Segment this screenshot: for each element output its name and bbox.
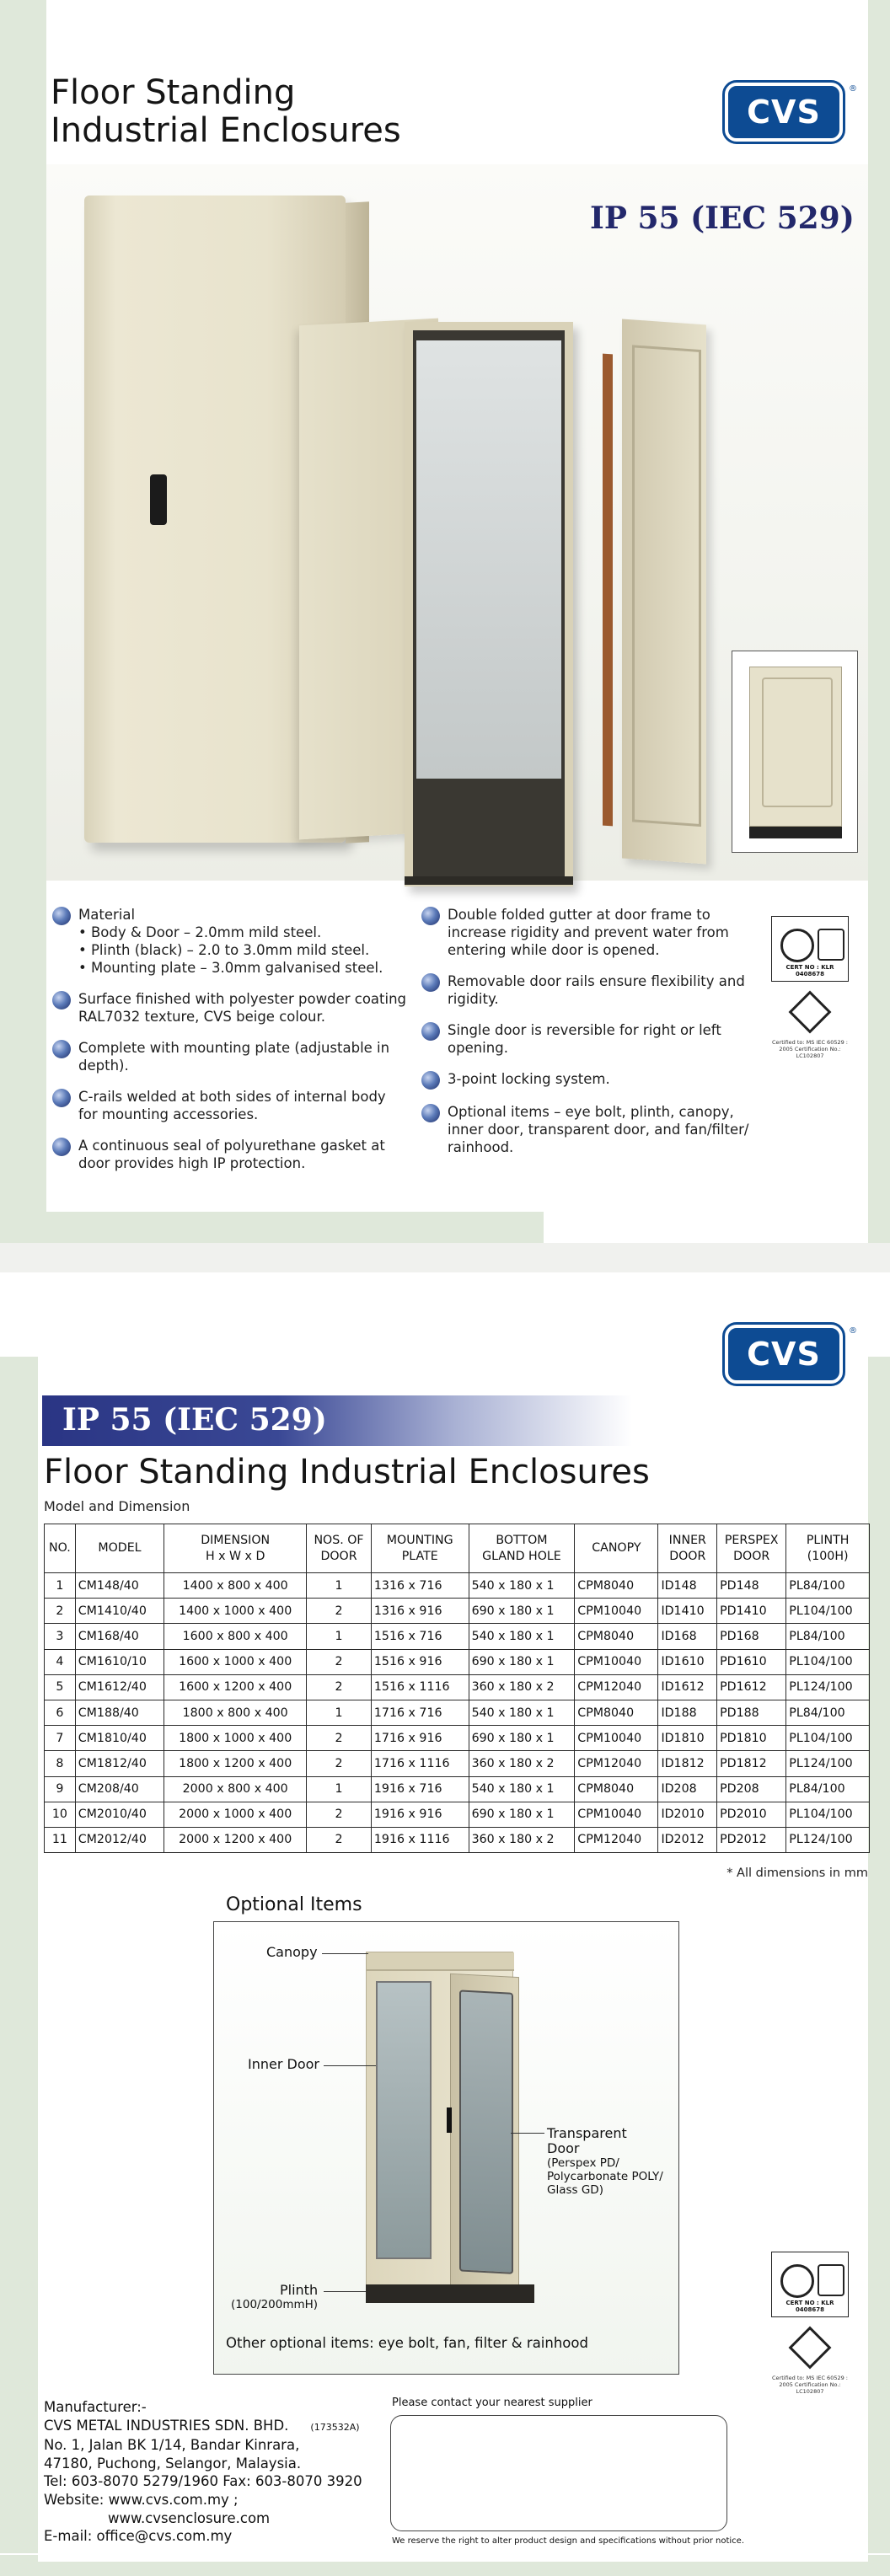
table-header-row: [45, 1524, 870, 1573]
table-cell: CM208/40: [75, 1776, 164, 1802]
feature-mounting-plate: Complete with mounting plate (adjustable in depth).: [52, 1039, 415, 1074]
table-cell: ID168: [658, 1624, 717, 1649]
table-cell: CM188/40: [75, 1700, 164, 1725]
cvs-logo: CVS: [725, 83, 843, 142]
listed-product-icon: Certified to: MS IEC 60529 : 2005 Certification No.: LC102807: [771, 990, 849, 1063]
column-header: INNER DOOR: [658, 1524, 717, 1573]
feature-c-rails: C-rails welded at both sides of internal body for mounting accessories.: [52, 1088, 415, 1123]
brochure-page-1: [0, 0, 890, 1243]
label-transparent-detail: (Perspex PD/ Polycarbonate POLY/ Glass GD): [547, 2156, 663, 2197]
features-list-left: [52, 906, 415, 1186]
table-cell: 690 x 180 x 1: [469, 1802, 575, 1827]
bullet-icon: [52, 1138, 71, 1156]
table-cell: ID1610: [658, 1649, 717, 1674]
table-row: [45, 1624, 870, 1649]
table-cell: 1800 x 800 x 400: [164, 1700, 307, 1725]
table-cell: 1400 x 800 x 400: [164, 1573, 307, 1599]
email-link[interactable]: E-mail: office@cvs.com.my: [44, 2528, 233, 2545]
table-cell: 1516 x 916: [371, 1649, 469, 1674]
table-cell: 9: [45, 1776, 76, 1802]
table-cell: 8: [45, 1751, 76, 1776]
table-cell: 6: [45, 1700, 76, 1725]
table-cell: 1916 x 1116: [371, 1827, 469, 1852]
table-cell: 2: [307, 1802, 372, 1827]
table-cell: CPM8040: [575, 1624, 658, 1649]
table-row: [45, 1674, 870, 1700]
bullet-icon: [52, 907, 71, 925]
features-list-right: [421, 906, 767, 1170]
table-cell: PL124/100: [786, 1674, 870, 1700]
table-cell: PD208: [717, 1776, 786, 1802]
table-cell: 540 x 180 x 1: [469, 1573, 575, 1599]
table-cell: 1: [307, 1624, 372, 1649]
table-cell: 11: [45, 1827, 76, 1852]
table-cell: PL124/100: [786, 1751, 870, 1776]
table-cell: ID2010: [658, 1802, 717, 1827]
table-cell: 1716 x 716: [371, 1700, 469, 1725]
feature-locking: 3-point locking system.: [421, 1070, 767, 1090]
table-cell: CPM10040: [575, 1802, 658, 1827]
door-handle-icon: [150, 474, 167, 525]
table-row: [45, 1776, 870, 1802]
feature-optional-items: Optional items – eye bolt, plinth, canopy, inner door, transparent door, and fan/filter/ rainhood.: [421, 1103, 767, 1156]
table-cell: 3: [45, 1624, 76, 1649]
table-cell: ID2012: [658, 1827, 717, 1852]
table-cell: 540 x 180 x 1: [469, 1624, 575, 1649]
table-cell: CPM8040: [575, 1700, 658, 1725]
table-cell: 2000 x 1200 x 400: [164, 1827, 307, 1852]
contact-label: Please contact your nearest supplier: [392, 2397, 592, 2409]
table-cell: 1516 x 1116: [371, 1674, 469, 1700]
table-cell: CPM12040: [575, 1751, 658, 1776]
leader-line: [322, 1953, 368, 1954]
table-row: [45, 1751, 870, 1776]
table-cell: 540 x 180 x 1: [469, 1700, 575, 1725]
table-cell: 2000 x 800 x 400: [164, 1776, 307, 1802]
table-cell: PL84/100: [786, 1776, 870, 1802]
table-cell: ID188: [658, 1700, 717, 1725]
disclaimer: We reserve the right to alter product design and specifications without prior notice.: [392, 2536, 744, 2546]
table-cell: 5: [45, 1674, 76, 1700]
website-link[interactable]: Website: www.cvs.com.my ;: [44, 2491, 239, 2508]
supplier-stamp-box: [390, 2415, 727, 2531]
table-cell: 1916 x 716: [371, 1776, 469, 1802]
table-cell: CM1410/40: [75, 1599, 164, 1624]
table-cell: CPM8040: [575, 1776, 658, 1802]
certification-mark-icon: CERT NO : KLR 0408678: [771, 2252, 849, 2317]
table-cell: PD1812: [717, 1751, 786, 1776]
left-border-band: [0, 1357, 38, 2553]
column-header: PLINTH (100H): [786, 1524, 870, 1573]
table-note: * All dimensions in mm: [726, 1866, 868, 1880]
table-cell: 540 x 180 x 1: [469, 1776, 575, 1802]
table-cell: 1516 x 716: [371, 1624, 469, 1649]
column-header: CANOPY: [575, 1524, 658, 1573]
table-row: [45, 1649, 870, 1674]
column-header: NOS. OF DOOR: [307, 1524, 372, 1573]
optional-items-title: Optional Items: [226, 1894, 362, 1915]
table-cell: CPM10040: [575, 1599, 658, 1624]
column-header: MOUNTING PLATE: [371, 1524, 469, 1573]
table-row: [45, 1599, 870, 1624]
manufacturer-heading: Manufacturer:-: [44, 2399, 147, 2415]
table-cell: ID1612: [658, 1674, 717, 1700]
table-cell: 2: [307, 1649, 372, 1674]
bullet-icon: [421, 1104, 440, 1122]
page-title: Floor Standing Industrial Enclosures: [44, 1453, 650, 1492]
feature-gasket-seal: A continuous seal of polyurethane gasket at door provides high IP protection.: [52, 1137, 415, 1172]
table-cell: ID1812: [658, 1751, 717, 1776]
column-header: NO.: [45, 1524, 76, 1573]
table-cell: 2: [45, 1599, 76, 1624]
table-cell: 1716 x 1116: [371, 1751, 469, 1776]
label-canopy: Canopy: [266, 1944, 318, 1960]
feature-material: Material • Body & Door – 2.0mm mild steel. • Plinth (black) – 2.0 to 3.0mm mild steel. • Mounting plate – 3.0mm galvanised steel.: [52, 906, 415, 977]
page-separator: [0, 1243, 890, 1272]
table-cell: CM1810/40: [75, 1726, 164, 1751]
table-cell: CM2012/40: [75, 1827, 164, 1852]
table-cell: CM148/40: [75, 1573, 164, 1599]
bottom-border-band: [0, 2555, 890, 2576]
table-cell: PD2010: [717, 1802, 786, 1827]
table-cell: 2: [307, 1599, 372, 1624]
table-row: [45, 1700, 870, 1725]
label-inner-door: Inner Door: [248, 2056, 319, 2072]
table-cell: 360 x 180 x 2: [469, 1674, 575, 1700]
table-cell: ID1810: [658, 1726, 717, 1751]
single-door-thumbnail: [732, 651, 858, 853]
table-cell: PD1410: [717, 1599, 786, 1624]
table-cell: PL104/100: [786, 1649, 870, 1674]
bullet-icon: [52, 991, 71, 1010]
table-cell: 1316 x 916: [371, 1599, 469, 1624]
label-plinth-size: (100/200mmH): [231, 2298, 319, 2311]
table-cell: CM1812/40: [75, 1751, 164, 1776]
table-cell: 1800 x 1200 x 400: [164, 1751, 307, 1776]
table-cell: PL104/100: [786, 1726, 870, 1751]
brochure-page-2: [0, 1272, 890, 2576]
address-line: 47180, Puchong, Selangor, Malaysia.: [44, 2455, 302, 2472]
leader-line: [324, 2065, 376, 2066]
feature-gutter: Double folded gutter at door frame to increase rigidity and prevent water from entering while door is opened.: [421, 906, 767, 959]
manufacturer-info: [44, 2398, 362, 2546]
table-cell: 2: [307, 1751, 372, 1776]
table-cell: 360 x 180 x 2: [469, 1827, 575, 1852]
enclosure-options-image: [366, 1952, 534, 2306]
table-cell: PL124/100: [786, 1827, 870, 1852]
table-cell: 360 x 180 x 2: [469, 1751, 575, 1776]
table-cell: PD148: [717, 1573, 786, 1599]
table-cell: 10: [45, 1802, 76, 1827]
right-border-band: [868, 1357, 890, 2553]
table-cell: CPM12040: [575, 1827, 658, 1852]
registered-mark: ®: [849, 84, 857, 94]
table-cell: PL104/100: [786, 1599, 870, 1624]
table-cell: 690 x 180 x 1: [469, 1649, 575, 1674]
table-cell: 1600 x 1000 x 400: [164, 1649, 307, 1674]
table-cell: 1716 x 916: [371, 1726, 469, 1751]
table-cell: 1400 x 1000 x 400: [164, 1599, 307, 1624]
table-cell: CM2010/40: [75, 1802, 164, 1827]
left-border-band: [0, 0, 46, 1243]
address-line: No. 1, Jalan BK 1/14, Bandar Kinrara,: [44, 2437, 300, 2454]
table-cell: PD188: [717, 1700, 786, 1725]
model-dimension-table: [44, 1524, 870, 1853]
table-cell: CPM10040: [575, 1726, 658, 1751]
table-row: [45, 1573, 870, 1599]
bullet-icon: [421, 973, 440, 992]
listed-product-icon: Certified to: MS IEC 60529 : 2005 Certification No.: LC102807: [771, 2326, 849, 2398]
label-transparent-door: Transparent Door: [547, 2125, 627, 2156]
table-cell: CM168/40: [75, 1624, 164, 1649]
column-header: MODEL: [75, 1524, 164, 1573]
bullet-icon: [421, 907, 440, 925]
other-optional-items: Other optional items: eye bolt, fan, filter & rainhood: [226, 2335, 588, 2351]
bullet-icon: [52, 1089, 71, 1107]
right-border-band: [868, 0, 890, 1243]
table-cell: CM1612/40: [75, 1674, 164, 1700]
table-cell: PD2012: [717, 1827, 786, 1852]
table-cell: PD1810: [717, 1726, 786, 1751]
table-cell: 2: [307, 1674, 372, 1700]
table-cell: PD1610: [717, 1649, 786, 1674]
ip-rating-banner: IP 55 (IEC 529): [42, 1395, 632, 1446]
column-header: PERSPEX DOOR: [717, 1524, 786, 1573]
bottom-border-band: [0, 1188, 890, 1243]
table-cell: 1316 x 716: [371, 1573, 469, 1599]
table-cell: 690 x 180 x 1: [469, 1726, 575, 1751]
table-cell: ID148: [658, 1573, 717, 1599]
section-subtitle: Model and Dimension: [44, 1498, 190, 1514]
website-link[interactable]: www.cvsenclosure.com: [108, 2509, 271, 2526]
table-cell: 1: [307, 1776, 372, 1802]
table-row: [45, 1827, 870, 1852]
column-header: DIMENSION H x W x D: [164, 1524, 307, 1573]
table-cell: 7: [45, 1726, 76, 1751]
leader-line: [324, 2291, 366, 2292]
table-cell: 1600 x 800 x 400: [164, 1624, 307, 1649]
table-cell: PD1612: [717, 1674, 786, 1700]
feature-surface-finish: Surface finished with polyester powder coating RAL7032 texture, CVS beige colour.: [52, 990, 415, 1026]
page-title: Floor Standing Industrial Enclosures: [51, 73, 401, 150]
table-cell: PL104/100: [786, 1802, 870, 1827]
company-name: CVS METAL INDUSTRIES SDN. BHD. (173532A): [44, 2417, 360, 2434]
optional-items-panel: [213, 1921, 679, 2375]
table-cell: 1916 x 916: [371, 1802, 469, 1827]
table-cell: CPM10040: [575, 1649, 658, 1674]
table-cell: 1800 x 1000 x 400: [164, 1726, 307, 1751]
table-cell: ID208: [658, 1776, 717, 1802]
leader-line: [511, 2133, 544, 2134]
table-cell: PL84/100: [786, 1573, 870, 1599]
table-cell: 2: [307, 1827, 372, 1852]
table-cell: PL84/100: [786, 1700, 870, 1725]
table-cell: 4: [45, 1649, 76, 1674]
registered-mark: ®: [849, 1326, 857, 1336]
table-cell: 690 x 180 x 1: [469, 1599, 575, 1624]
table-cell: PD168: [717, 1624, 786, 1649]
table-cell: 1: [307, 1573, 372, 1599]
table-row: [45, 1802, 870, 1827]
feature-reversible-door: Single door is reversible for right or left opening.: [421, 1021, 767, 1057]
column-header: BOTTOM GLAND HOLE: [469, 1524, 575, 1573]
bullet-icon: [52, 1040, 71, 1058]
table-row: [45, 1726, 870, 1751]
cvs-logo: CVS: [725, 1325, 843, 1384]
table-cell: 1600 x 1200 x 400: [164, 1674, 307, 1700]
bullet-icon: [421, 1071, 440, 1090]
table-cell: ID1410: [658, 1599, 717, 1624]
table-cell: CPM12040: [575, 1674, 658, 1700]
certification-mark-icon: CERT NO : KLR 0408678: [771, 916, 849, 982]
phone-fax: Tel: 603-8070 5279/1960 Fax: 603-8070 3920: [44, 2473, 362, 2490]
bullet-icon: [421, 1022, 440, 1041]
label-plinth: Plinth: [280, 2282, 319, 2298]
table-cell: 1: [45, 1573, 76, 1599]
feature-door-rails: Removable door rails ensure flexibility and rigidity.: [421, 972, 767, 1008]
table-cell: 2000 x 1000 x 400: [164, 1802, 307, 1827]
table-cell: PL84/100: [786, 1624, 870, 1649]
table-cell: CM1610/10: [75, 1649, 164, 1674]
table-cell: 1: [307, 1700, 372, 1725]
ip-rating-heading: IP 55 (IEC 529): [590, 201, 855, 236]
table-cell: CPM8040: [575, 1573, 658, 1599]
table-cell: 2: [307, 1726, 372, 1751]
